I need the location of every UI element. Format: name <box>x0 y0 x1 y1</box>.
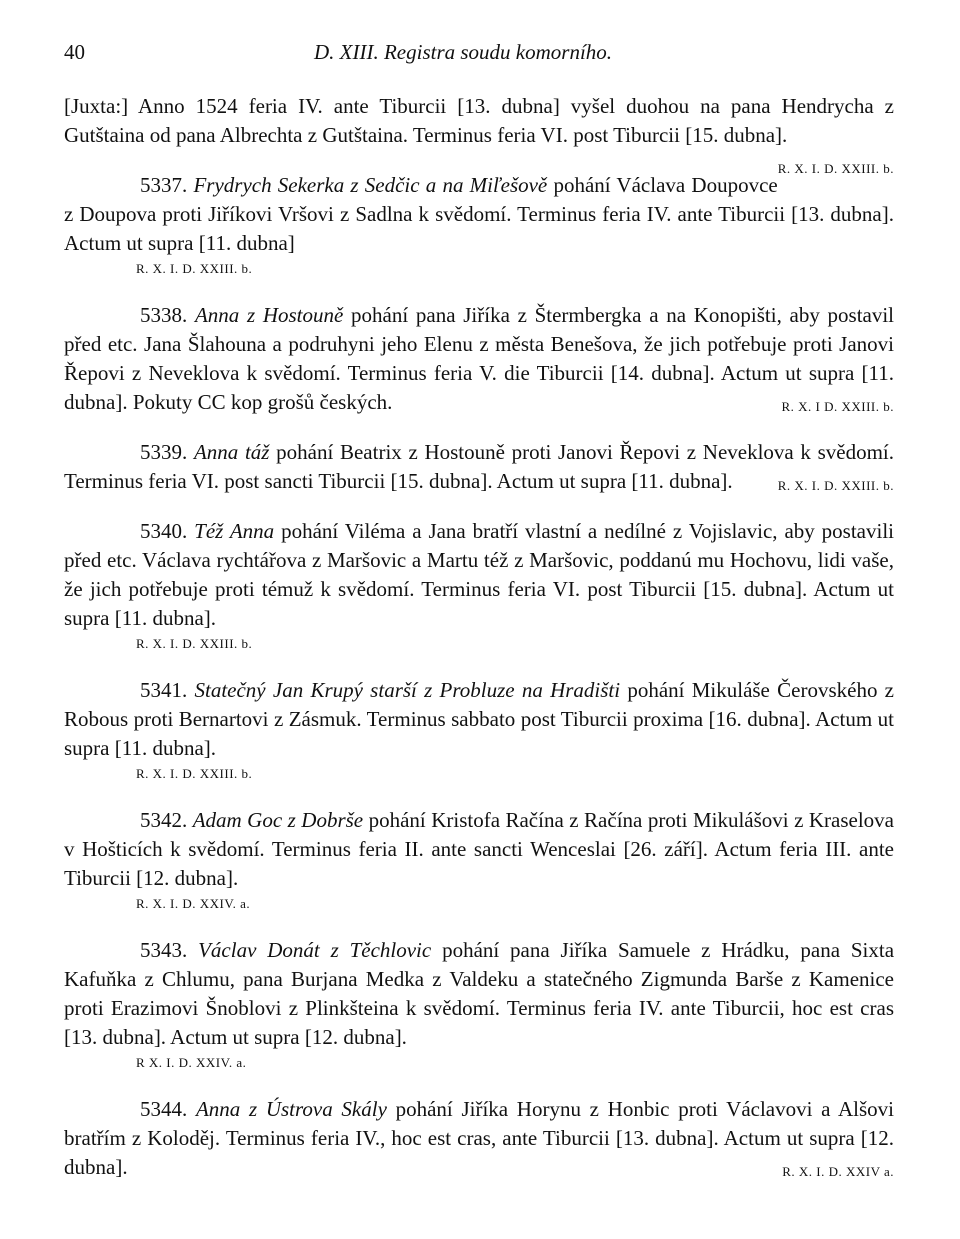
entry-text: pohání Jiříka Horynu z Honbic proti Václavovi a Alšovi bratřím z Koloděj. Terminus feria IV., hoc est cras, ante Tiburcii [13. dubna]. Actum ut supra [12. dubna]. <box>64 1097 895 1179</box>
entry-text: pohání Kristofa Račína z Račína proti Mikulášovi z Kraselova v Hošticích k svědomí. Terminus feria II. ante sancti Wenceslai [26. září]. Actum feria III. ante Tiburcii [12. dubna]. <box>64 808 894 890</box>
entry-number: 5344. <box>140 1097 188 1121</box>
archive-reference: R. X. I. D. XXIII. b. <box>777 161 894 176</box>
entry-5340 <box>64 517 894 655</box>
entry-text: pohání Mikuláše Čerovského z Robous proti Bernartovi z Zásmuk. Terminus sabbato post Tiburcii proxima [16. dubna]. Actum ut supra [11. dubna]. <box>64 678 895 760</box>
entry-5341 <box>64 676 894 785</box>
document-page <box>64 40 894 1203</box>
plaintiff-name: Anna z Hostouně <box>194 303 344 327</box>
archive-reference: R. X. I. D. XXIII. b. <box>136 261 253 276</box>
entry-5344 <box>64 1095 894 1182</box>
entry-number: 5340. <box>140 519 188 543</box>
plaintiff-name: Frydrych Sekerka z Sedčic a na Miľešově <box>193 173 548 197</box>
archive-reference: R. X. I D. XXIII. b. <box>781 399 894 414</box>
entry-text: pohání Viléma a Jana bratří vlastní a nedílné z Vojislavic, aby postavili před etc. Václava rychtářova z Maršovic a Martu též z Maršovic, poddanú mu Hochovu, lidi vaše, že jich potřebuje proti témuž k svědomí. Terminus feria VI. post Tiburcii [15. dubna]. Actum ut supra [11. dubna]. <box>64 519 895 630</box>
intro-text: [Juxta:] Anno 1524 feria IV. ante Tiburcii [13. dubna] vyšel duohou na pana Hendrycha z Gutštaina od pana Albrechta z Gutštaina. Terminus feria VI. post Tiburcii [15. dubna]. <box>64 94 894 147</box>
archive-reference: R. X. I. D. XXIII. b. <box>136 766 253 781</box>
intro-paragraph <box>64 92 894 176</box>
entry-number: 5342. <box>140 808 188 832</box>
entry-5342 <box>64 806 894 915</box>
entry-text: pohání pana Jiříka Samuele z Hrádku, pana Sixta Kafuňka z Chlumu, pana Burjana Medka z Valdeku a statečného Zigmunda Barše z Kamenice proti Erazimovi Šnoblovi z Plinkšteina k svědomí. Terminus feria IV. ante Tiburcii, hoc est cras [13. dubna]. Actum ut supra [12. dubna]. <box>64 938 895 1049</box>
archive-reference: R. X. I. D. XXIV a. <box>782 1164 894 1179</box>
entry-number: 5339. <box>140 440 188 464</box>
entry-text: pohání Václava Doupovce z Doupova proti Jiříkovi Vršovi z Sadlna k svědomí. Terminus feria IV. ante Tiburcii [13. dubna]. Actum ut supra [11. dubna] <box>64 173 894 255</box>
entry-5337 <box>64 171 894 280</box>
plaintiff-name: Statečný Jan Krupý starší z Probluze na Hradišti <box>194 678 621 702</box>
entry-5339 <box>64 438 894 496</box>
entry-number: 5343. <box>140 938 188 962</box>
plaintiff-name: Anna táž <box>193 440 270 464</box>
page-number: 40 <box>64 40 85 64</box>
plaintiff-name: Anna z Ústrova Skály <box>195 1097 387 1121</box>
plaintiff-name: Adam Goc z Dobrše <box>192 808 364 832</box>
entry-5338 <box>64 301 894 417</box>
entry-text: pohání pana Jiříka z Štermbergka a na Konopišti, aby postavil před etc. Jana Šlahouna a podruhyni jeho Elenu z města Benešova, že jich potřebuje proti Janovi Řepovi z Neveklova k svědomí. Terminus feria V. die Tiburcii [14. dubna]. Actum ut supra [11. dubna]. Pokuty CC kop grošů českých. <box>64 303 895 414</box>
plaintiff-name: Též Anna <box>194 519 275 543</box>
entry-text: pohání Beatrix z Hostouně proti Janovi Řepovi z Neveklova k svědomí. Terminus feria VI. post sancti Tiburcii [15. dubna]. Actum ut supra [11. dubna]. <box>64 440 895 493</box>
plaintiff-name: Václav Donát z Těchlovic <box>198 938 432 962</box>
running-title: D. XIII. Registra soudu komorního. <box>314 40 613 64</box>
archive-reference: R. X. I. D. XXIII. b. <box>136 636 253 651</box>
archive-reference: R X. I. D. XXIV. a. <box>136 1055 247 1070</box>
archive-reference: R. X. I. D. XXIII. b. <box>777 478 894 493</box>
entry-number: 5341. <box>140 678 188 702</box>
entry-number: 5338. <box>140 303 188 327</box>
entry-number: 5337. <box>140 173 188 197</box>
archive-reference: R. X. I. D. XXIV. a. <box>136 896 251 911</box>
entry-5343 <box>64 936 894 1074</box>
page-header <box>64 40 894 80</box>
